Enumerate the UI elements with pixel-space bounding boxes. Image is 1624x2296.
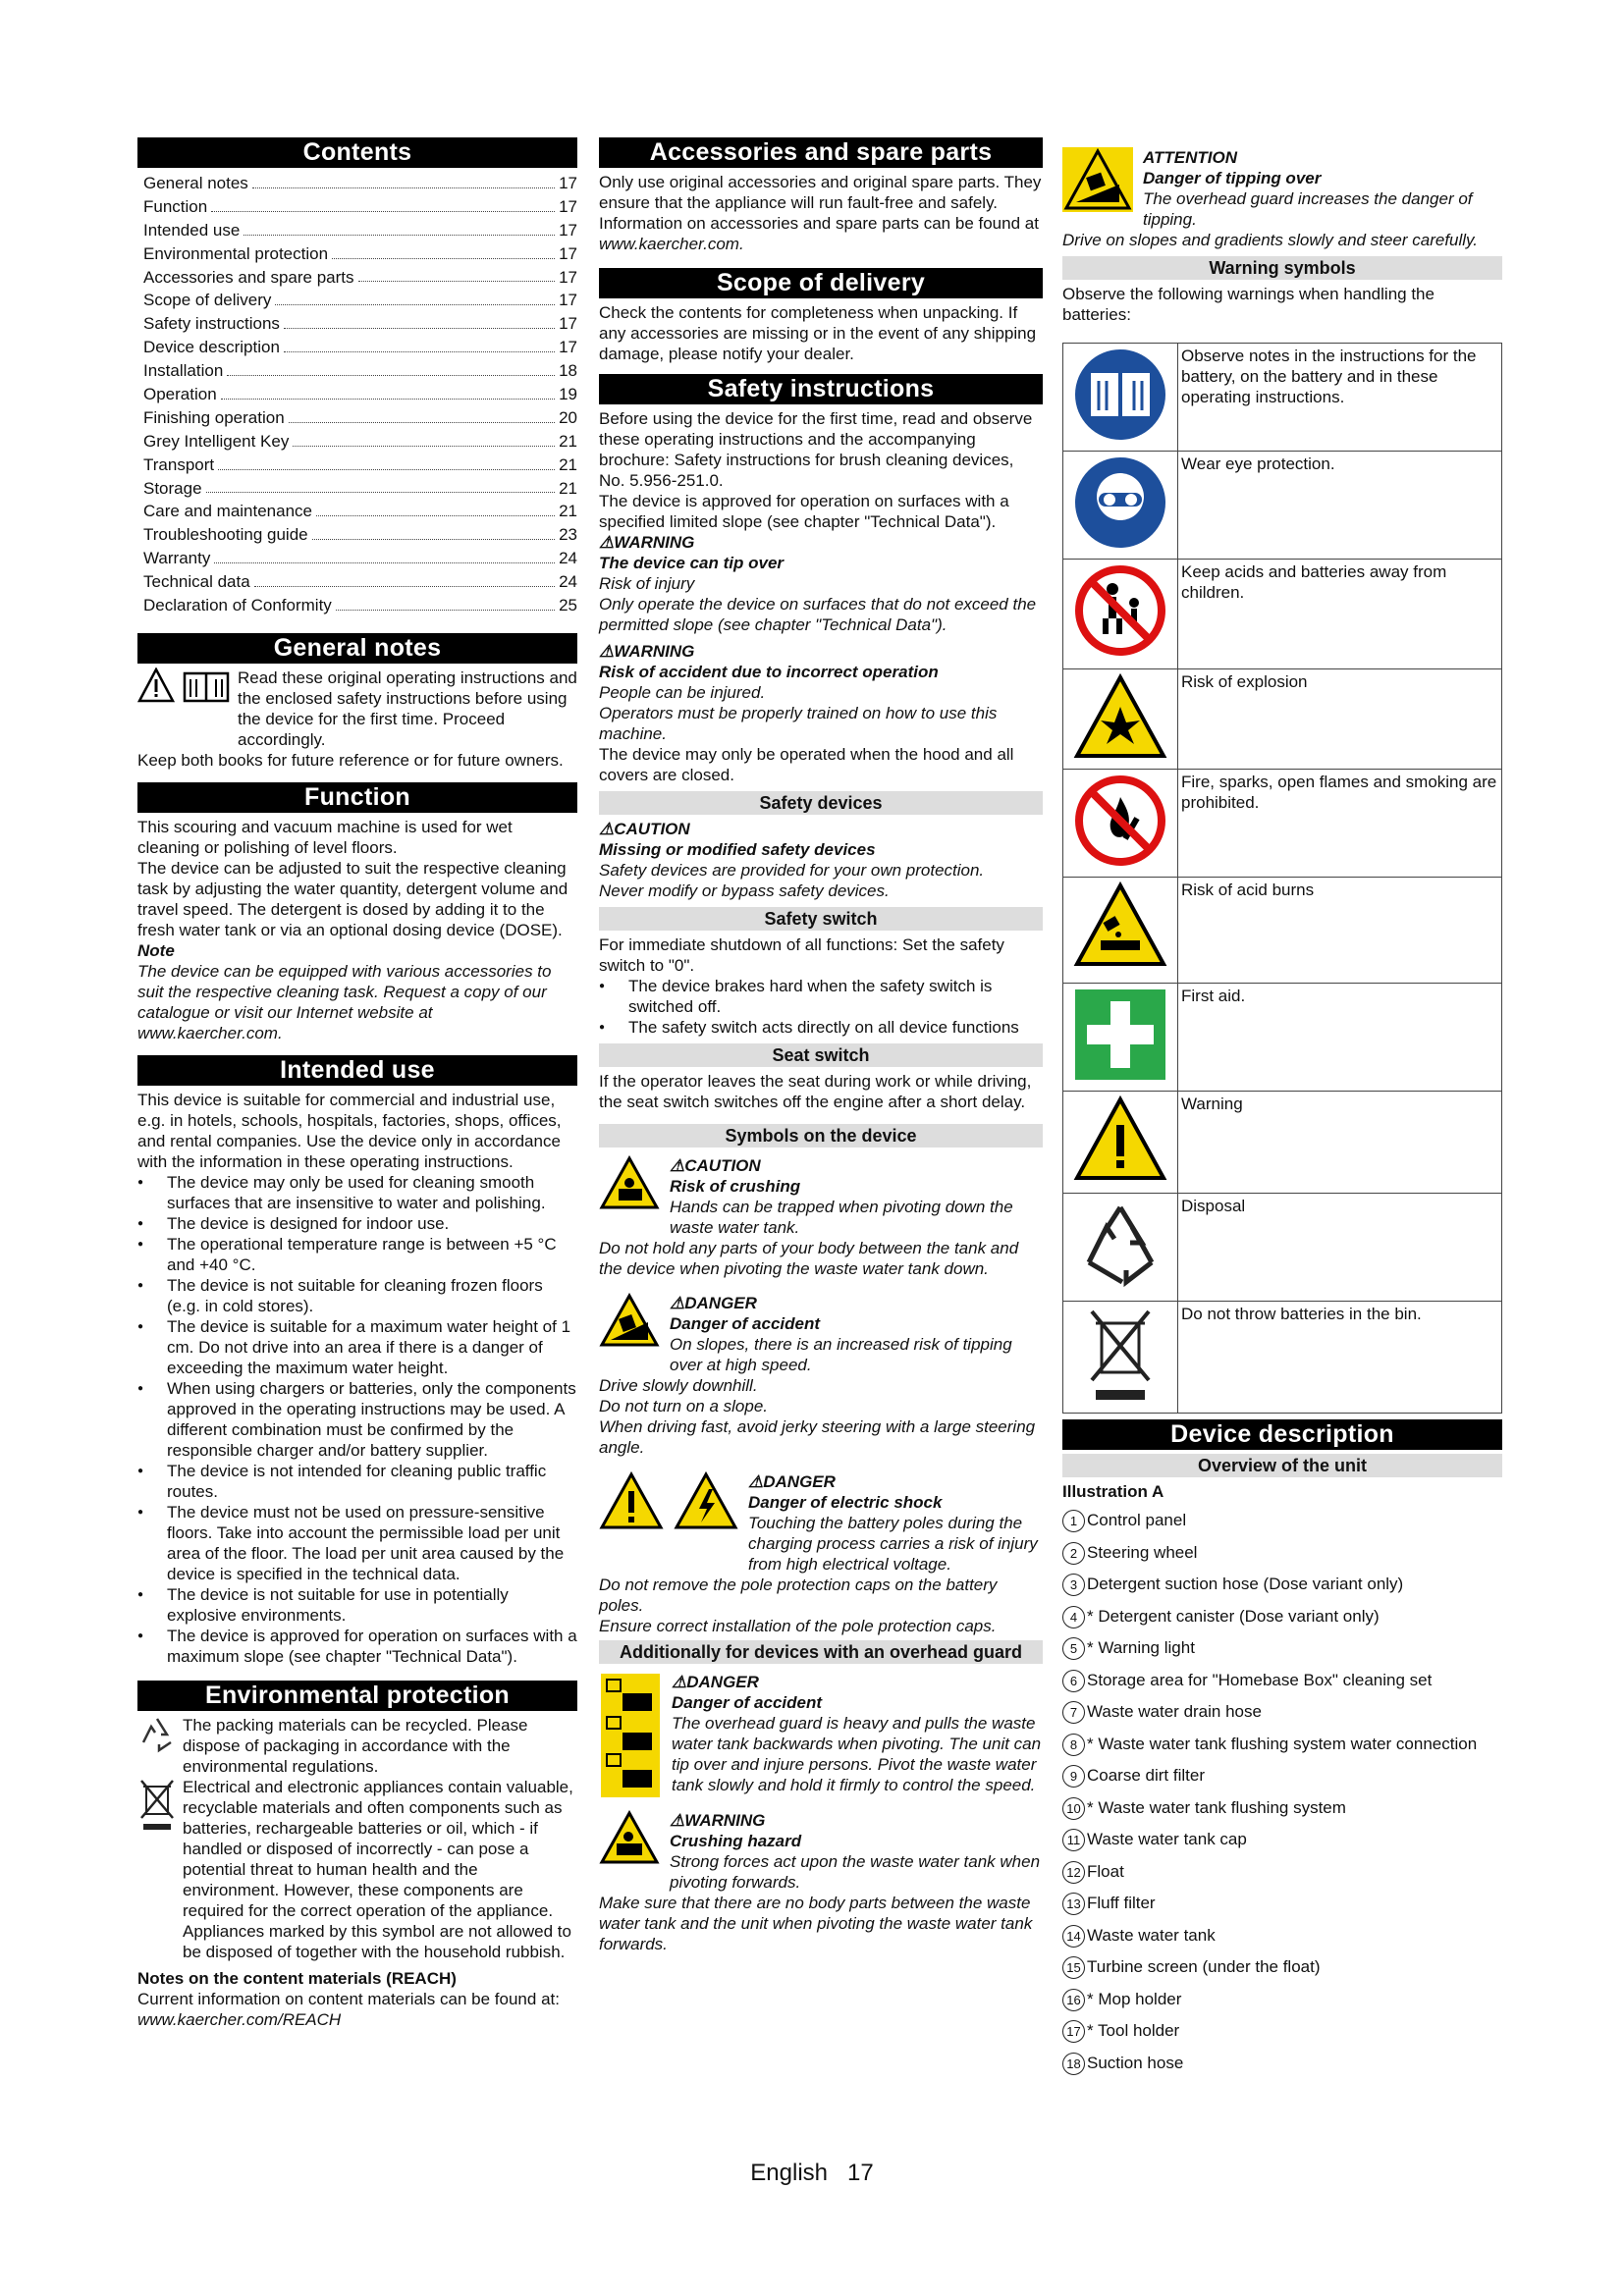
toc-label: Finishing operation xyxy=(143,407,285,427)
list-item: ● The device must not be used on pressure-sensitive floors. Take into account the permissible load per unit area of the floor. The load per unit area caused by the device is specified in the technical data. xyxy=(137,1502,577,1584)
part-item xyxy=(1062,1861,1502,1894)
warning-symbol-text: Keep acids and batteries away from children. xyxy=(1178,560,1502,669)
part-label: Detergent suction hose (Dose variant only) xyxy=(1087,1575,1404,1593)
device-description-heading: Device description xyxy=(1062,1419,1502,1450)
safety-text-3: The device may only be operated when the hood and all covers are closed. xyxy=(599,745,1014,784)
symbol-crushing-hazard xyxy=(599,1810,1043,1893)
safety-switch-text: For immediate shutdown of all functions: Set the safety switch to "0". xyxy=(599,935,1004,975)
toc-label: Declaration of Conformity xyxy=(143,596,332,615)
toc-page: 21 xyxy=(559,478,577,498)
general-notes-text-2: Keep both books for future reference or for future owners. xyxy=(137,750,564,770)
toc-leader xyxy=(211,195,555,212)
page-footer xyxy=(0,2160,1624,2187)
toc xyxy=(137,172,577,623)
scope-heading: Scope of delivery xyxy=(599,268,1043,298)
part-item xyxy=(1062,1765,1502,1797)
part-number-badge: 14 xyxy=(1062,1925,1085,1948)
list-item: ● The device is not suitable for cleaning frozen floors (e.g. in cold stores). xyxy=(137,1275,577,1316)
footer-language: English xyxy=(750,2160,828,2186)
toc-label: Grey Intelligent Key xyxy=(143,431,290,451)
function-text-2: The device can be adjusted to suit the respective cleaning task by adjusting the water quantity, detergent volume and travel speed. The detergent is dosed by adding it to the fresh water tank or via an optional dosing device (DOSE). xyxy=(137,858,568,939)
safety-text-2: The device is approved for operation on surfaces with a specified limited slope (see chapter "Technical Data"). xyxy=(599,492,1009,531)
attention-text: The overhead guard increases the danger of tipping. xyxy=(1143,189,1473,229)
toc-label: Transport xyxy=(143,454,215,474)
warning-symbol-text: Observe notes in the instructions for the battery, on the battery and in these operating instructions. xyxy=(1178,344,1502,452)
symbol-text: Hands can be trapped when pivoting down the waste water tank. xyxy=(670,1198,1013,1237)
column-2 xyxy=(599,137,1043,1954)
attention-instruction: Drive on slopes and gradients slowly and steer carefully. xyxy=(1062,231,1479,249)
keep-children-away-icon xyxy=(1073,643,1167,662)
toc-entry[interactable] xyxy=(143,336,577,359)
reach-link[interactable]: www.kaercher.com/REACH xyxy=(137,2009,342,2029)
part-label: Float xyxy=(1087,1861,1124,1881)
toc-page: 21 xyxy=(559,431,577,451)
table-row xyxy=(1063,984,1502,1092)
accessories-text-1: Only use original accessories and original spare parts. They ensure that the appliance will run fault-free and safely. xyxy=(599,173,1042,212)
general-notes-text: Read these original operating instructions and the enclosed safety instructions before using the device for the first time. Proceed accordingly. xyxy=(238,667,577,749)
symbol-instruction: Do not remove the pole protection caps on the battery poles. xyxy=(599,1575,998,1615)
toc-page: 17 xyxy=(559,220,577,240)
accessories-text-2: Information on accessories and spare parts can be found at www.kaercher.com. xyxy=(599,214,1039,253)
overview-heading: Overview of the unit xyxy=(1062,1454,1502,1477)
toc-label: Environmental protection xyxy=(143,243,329,263)
toc-page: 17 xyxy=(559,314,577,334)
part-number-badge: 2 xyxy=(1062,1542,1085,1565)
list-item: ● The device is not intended for cleaning public traffic routes. xyxy=(137,1461,577,1502)
manual-icon xyxy=(183,667,230,708)
toc-entry[interactable] xyxy=(143,289,577,312)
function-heading: Function xyxy=(137,782,577,813)
part-number-badge: 8 xyxy=(1062,1734,1085,1756)
seat-switch-text: If the operator leaves the seat during work or while driving, the seat switch switches off the engine after a short delay. xyxy=(599,1072,1032,1111)
part-item xyxy=(1062,1701,1502,1734)
warning-title-2: Risk of accident due to incorrect operation xyxy=(599,663,939,681)
toc-leader xyxy=(221,383,555,400)
symbol-text: Strong forces act upon the waste water tank when pivoting forwards. xyxy=(670,1852,1041,1892)
table-row xyxy=(1063,452,1502,560)
warning-title: The device can tip over xyxy=(599,554,785,572)
symbol-title: Crushing hazard xyxy=(670,1832,802,1850)
list-item: ● The device may only be used for cleaning smooth surfaces that are insensitive to water and polishing. xyxy=(137,1172,577,1213)
contents-heading: Contents xyxy=(137,137,577,168)
seat-switch-heading: Seat switch xyxy=(599,1043,1043,1067)
safety-heading: Safety instructions xyxy=(599,374,1043,404)
warning-label-2: ⚠WARNING xyxy=(599,642,695,661)
symbol-tipping xyxy=(599,1293,1043,1375)
part-item xyxy=(1062,1893,1502,1925)
symbols-heading: Symbols on the device xyxy=(599,1124,1043,1148)
part-label: * Waste water tank flushing system xyxy=(1087,1797,1346,1817)
manual-icon xyxy=(1073,427,1167,446)
toc-entry[interactable] xyxy=(143,500,577,523)
part-number-badge: 1 xyxy=(1062,1510,1085,1532)
toc-leader xyxy=(316,500,555,516)
warning-text: Only operate the device on surfaces that do not exceed the permitted slope (see chapter "Technical Data"). xyxy=(599,595,1037,634)
toc-label: Care and maintenance xyxy=(143,502,313,521)
toc-entry[interactable] xyxy=(143,430,577,454)
warning-symbols-intro: Observe the following warnings when handling the batteries: xyxy=(1062,285,1435,324)
symbol-title: Danger of electric shock xyxy=(748,1493,943,1512)
toc-label: Storage xyxy=(143,478,202,498)
symbol-title: Danger of accident xyxy=(672,1693,823,1712)
part-number-badge: 16 xyxy=(1062,1989,1085,2011)
electric-shock-icon xyxy=(674,1471,738,1575)
toc-leader xyxy=(244,219,555,236)
warning-symbols-heading: Warning symbols xyxy=(1062,256,1502,280)
page-number: 17 xyxy=(847,2160,874,2186)
overhead-guard-icon xyxy=(599,1672,662,1804)
toc-entry[interactable] xyxy=(143,406,577,430)
symbol-label: ⚠WARNING xyxy=(670,1811,766,1830)
toc-page: 25 xyxy=(559,596,577,615)
warning-symbol-text: Risk of acid burns xyxy=(1178,878,1502,984)
general-notes-heading: General notes xyxy=(137,633,577,664)
symbol-instruction: Ensure correct installation of the pole protection caps. xyxy=(599,1617,997,1635)
part-item xyxy=(1062,1956,1502,1989)
column-3 xyxy=(1062,137,1502,2084)
explosion-icon xyxy=(1073,745,1167,764)
table-row xyxy=(1063,878,1502,984)
toc-entry[interactable] xyxy=(143,383,577,406)
symbol-electric xyxy=(599,1471,1043,1575)
symbol-text: Touching the battery poles during the charging process carries a risk of injury from high electrical voltage. xyxy=(748,1514,1038,1574)
toc-entry[interactable] xyxy=(143,547,577,570)
part-number-badge: 7 xyxy=(1062,1701,1085,1724)
table-row xyxy=(1063,560,1502,669)
symbol-instruction: Make sure that there are no body parts between the waste water tank and the unit when pivoting the waste water tank forwards. xyxy=(599,1894,1033,1953)
symbol-label: ⚠CAUTION xyxy=(670,1156,761,1175)
list-item: ● The operational temperature range is between +5 °C and +40 °C. xyxy=(137,1234,577,1275)
column-1 xyxy=(137,137,577,2030)
part-item xyxy=(1062,2053,1502,2085)
part-label: Coarse dirt filter xyxy=(1087,1766,1205,1785)
part-number-badge: 12 xyxy=(1062,1861,1085,1884)
caution-label: ⚠CAUTION xyxy=(599,820,690,838)
part-label: Control panel xyxy=(1087,1511,1187,1529)
part-item xyxy=(1062,1989,1502,2021)
table-row xyxy=(1063,1092,1502,1194)
intended-use-heading: Intended use xyxy=(137,1055,577,1086)
eye-protection-icon xyxy=(1073,535,1167,554)
list-item: ● The device is approved for operation on surfaces with a maximum slope (see chapter "Technical Data"). xyxy=(137,1626,577,1667)
symbol-label: ⚠DANGER xyxy=(670,1294,757,1312)
symbol-title: Danger of accident xyxy=(670,1314,821,1333)
toc-page: 18 xyxy=(559,361,577,381)
toc-label: Installation xyxy=(143,361,224,381)
part-label: Waste water tank cap xyxy=(1087,1830,1247,1848)
toc-page: 20 xyxy=(559,407,577,427)
environmental-text-2: Electrical and electronic appliances contain valuable, recyclable materials and often components such as batteries, rechargeable batteries or oil, which - if handled or disposed of incorrectly - can pose a potential threat to human health and the environment. However, these components are required for the correct operation of the appliance. Appliances marked by this symbol are not allowed to be disposed of together with the household rubbish. xyxy=(183,1777,573,1961)
caution-text-1: Safety devices are provided for your own protection. xyxy=(599,861,985,880)
toc-entry[interactable] xyxy=(143,172,577,195)
symbol-label: ⚠DANGER xyxy=(672,1673,759,1691)
function-text-1: This scouring and vacuum machine is used for wet cleaning or polishing of level floors. xyxy=(137,817,513,857)
toc-leader xyxy=(332,242,555,259)
crushing-warning-icon xyxy=(599,1155,660,1238)
warning-symbol-text: Wear eye protection. xyxy=(1178,452,1502,560)
accessories-link[interactable]: www.kaercher.com. xyxy=(599,235,744,253)
part-label: Waste water drain hose xyxy=(1087,1702,1262,1721)
list-item: ● The device is not suitable for use in potentially explosive environments. xyxy=(137,1584,577,1626)
toc-label: Safety instructions xyxy=(143,314,280,334)
scope-text: Check the contents for completeness when unpacking. If any accessories are missing or in the event of any shipping damage, please notify your dealer. xyxy=(599,303,1037,363)
crushing-hazard-icon xyxy=(599,1810,660,1893)
table-row xyxy=(1063,669,1502,770)
list-item: ● The device is suitable for a maximum water height of 1 cm. Do not drive into an area if there is a danger of exceeding the maximum water height. xyxy=(137,1316,577,1378)
toc-leader xyxy=(284,336,555,352)
symbol-title: Risk of crushing xyxy=(670,1177,801,1196)
toc-leader xyxy=(312,523,555,540)
toc-entry[interactable] xyxy=(143,266,577,290)
caution-text-2: Never modify or bypass safety devices. xyxy=(599,881,890,900)
note-text: The device can be equipped with various accessories to suit the respective cleaning task. Request a copy of our catalogue or visit our Internet website at www.kaercher.com. xyxy=(137,961,552,1042)
toc-leader xyxy=(214,547,555,563)
part-label: Fluff filter xyxy=(1087,1894,1156,1912)
toc-entry[interactable] xyxy=(143,477,577,501)
toc-entry[interactable] xyxy=(143,594,577,617)
accessories-heading: Accessories and spare parts xyxy=(599,137,1043,168)
part-item xyxy=(1062,1829,1502,1861)
warning-risk: Risk of injury xyxy=(599,574,695,593)
part-item xyxy=(1062,1734,1502,1766)
caution-title: Missing or modified safety devices xyxy=(599,840,876,859)
toc-page: 17 xyxy=(559,243,577,263)
part-number-badge: 9 xyxy=(1062,1765,1085,1788)
toc-page: 17 xyxy=(559,174,577,192)
toc-entry[interactable] xyxy=(143,359,577,383)
note-label: Note xyxy=(137,940,175,960)
toc-page: 21 xyxy=(559,502,577,521)
attention-block xyxy=(1062,147,1502,230)
part-item xyxy=(1062,2020,1502,2053)
symbol-text: The overhead guard is heavy and pulls the waste water tank backwards when pivoting. The unit can tip over and injure persons. Pivot the waste water tank slowly and hold it firmly to control the speed. xyxy=(672,1714,1042,1794)
part-number-badge: 18 xyxy=(1062,2053,1085,2075)
toc-leader xyxy=(254,570,555,587)
part-item xyxy=(1062,1574,1502,1606)
part-label: * Warning light xyxy=(1087,1638,1195,1657)
toc-page: 17 xyxy=(559,291,577,310)
symbol-crushing xyxy=(599,1155,1043,1238)
tipping-over-icon xyxy=(1062,147,1133,230)
toc-page: 19 xyxy=(559,385,577,404)
toc-page: 17 xyxy=(559,196,577,216)
toc-label: Intended use xyxy=(143,220,241,240)
toc-leader xyxy=(218,454,555,470)
toc-entry[interactable] xyxy=(143,312,577,336)
symbol-instruction: Do not turn on a slope. xyxy=(599,1397,769,1415)
general-warning-icon xyxy=(599,1471,664,1575)
warning-symbol-text: Fire, sparks, open flames and smoking are prohibited. xyxy=(1178,770,1502,878)
part-item xyxy=(1062,1606,1502,1638)
toc-page: 17 xyxy=(559,267,577,287)
part-item xyxy=(1062,1542,1502,1575)
table-row xyxy=(1063,1194,1502,1302)
recycle-icon xyxy=(137,1715,177,1777)
part-number-badge: 17 xyxy=(1062,2020,1085,2043)
toc-label: Scope of delivery xyxy=(143,291,272,310)
symbol-instruction: When driving fast, avoid jerky steering with a large steering angle. xyxy=(599,1417,1036,1457)
symbol-label: ⚠DANGER xyxy=(748,1472,836,1491)
table-row xyxy=(1063,344,1502,452)
environmental-heading: Environmental protection xyxy=(137,1681,577,1711)
toc-label: Accessories and spare parts xyxy=(143,267,354,287)
safety-devices-heading: Safety devices xyxy=(599,791,1043,815)
intended-use-list xyxy=(137,1172,577,1667)
attention-label: ATTENTION xyxy=(1143,148,1238,167)
environmental-text-1: The packing materials can be recycled. Please dispose of packaging in accordance with the environmental regulations. xyxy=(183,1715,528,1776)
toc-leader xyxy=(227,359,555,376)
part-number-badge: 5 xyxy=(1062,1637,1085,1660)
warning-risk-2: People can be injured. xyxy=(599,683,766,702)
warning-symbol-text: Warning xyxy=(1178,1092,1502,1194)
toc-page: 24 xyxy=(559,549,577,568)
warning-label: ⚠WARNING xyxy=(599,533,695,552)
part-label: * Waste water tank flushing system water connection xyxy=(1087,1734,1478,1753)
warning-symbol-text: First aid. xyxy=(1178,984,1502,1092)
toc-page: 21 xyxy=(559,454,577,474)
part-label: Waste water tank xyxy=(1087,1925,1216,1945)
first-aid-icon xyxy=(1073,1067,1167,1086)
toc-label: Warranty xyxy=(143,549,211,568)
intended-use-text: This device is suitable for commercial and industrial use, e.g. in hotels, schools, hospitals, factories, shops, offices, and rental companies. Use the device only in accordance with the information in these operating instructions. xyxy=(137,1090,562,1171)
part-number-badge: 3 xyxy=(1062,1574,1085,1596)
part-number-badge: 15 xyxy=(1062,1956,1085,1979)
toc-label: General notes xyxy=(143,174,248,192)
warning-symbol-text: Risk of explosion xyxy=(1178,669,1502,770)
toc-leader xyxy=(284,312,555,329)
list-item: ● The device is designed for indoor use. xyxy=(137,1213,577,1234)
toc-page: 23 xyxy=(559,525,577,545)
toc-leader xyxy=(336,594,555,611)
toc-entry[interactable] xyxy=(143,570,577,594)
part-number-badge: 10 xyxy=(1062,1797,1085,1820)
toc-leader xyxy=(252,172,555,188)
toc-label: Device description xyxy=(143,338,280,357)
part-number-badge: 6 xyxy=(1062,1670,1085,1692)
list-item: ● When using chargers or batteries, only the components approved in the operating instructions may be used. A different combination must be confirmed by the responsible charger and/or battery supplier. xyxy=(137,1378,577,1461)
part-label: Steering wheel xyxy=(1087,1542,1198,1562)
toc-label: Operation xyxy=(143,385,217,404)
warning-text-2: Operators must be properly trained on how to use this machine. xyxy=(599,704,998,743)
part-item xyxy=(1062,1670,1502,1702)
toc-entry[interactable] xyxy=(143,242,577,266)
part-label: Suction hose xyxy=(1087,2053,1184,2072)
acid-burn-icon xyxy=(1073,953,1167,972)
part-item xyxy=(1062,1925,1502,1957)
part-number-badge: 13 xyxy=(1062,1893,1085,1915)
part-item xyxy=(1062,1637,1502,1670)
parts-list xyxy=(1062,1510,1502,2084)
tipping-warning-icon xyxy=(599,1293,660,1375)
part-item xyxy=(1062,1510,1502,1542)
toc-entry[interactable] xyxy=(143,454,577,477)
toc-label: Technical data xyxy=(143,572,250,592)
toc-entry[interactable] xyxy=(143,195,577,219)
part-label: Turbine screen (under the float) xyxy=(1087,1957,1321,1976)
part-number-badge: 11 xyxy=(1062,1829,1085,1851)
crossed-bin-icon xyxy=(137,1777,177,1962)
crossed-bin-icon xyxy=(1086,1389,1155,1408)
toc-label: Function xyxy=(143,196,208,216)
toc-leader xyxy=(358,266,556,283)
warning-icon xyxy=(1073,1167,1167,1186)
part-item xyxy=(1062,1797,1502,1830)
part-label: * Detergent canister (Dose variant only) xyxy=(1087,1606,1380,1626)
symbol-overhead xyxy=(599,1672,1043,1804)
toc-leader xyxy=(289,406,555,423)
warning-symbol-text: Disposal xyxy=(1178,1194,1502,1302)
no-fire-icon xyxy=(1073,853,1167,872)
warning-triangle-icon xyxy=(137,667,175,708)
toc-entry[interactable] xyxy=(143,523,577,547)
toc-page: 24 xyxy=(559,572,577,592)
reach-label: Notes on the content materials (REACH) xyxy=(137,1968,457,1988)
list-item: ● The safety switch acts directly on all device functions xyxy=(599,1017,1043,1038)
toc-leader xyxy=(206,477,556,494)
table-row xyxy=(1063,770,1502,878)
illustration-label: Illustration A xyxy=(1062,1482,1164,1501)
part-number-badge: 4 xyxy=(1062,1606,1085,1629)
symbol-text: On slopes, there is an increased risk of tipping over at high speed. xyxy=(670,1335,1012,1374)
part-label: * Mop holder xyxy=(1087,1989,1182,2008)
toc-entry[interactable] xyxy=(143,219,577,242)
warning-symbols-table xyxy=(1062,343,1502,1414)
part-label: Storage area for "Homebase Box" cleaning set xyxy=(1087,1670,1433,1689)
symbol-instruction: Drive slowly downhill. xyxy=(599,1376,758,1395)
toc-leader xyxy=(293,430,555,447)
toc-leader xyxy=(275,289,555,305)
toc-page: 17 xyxy=(559,338,577,357)
list-item: ● The device brakes hard when the safety switch is switched off. xyxy=(599,976,1043,1017)
warning-symbol-text: Do not throw batteries in the bin. xyxy=(1178,1302,1502,1414)
recycle-icon xyxy=(1073,1277,1167,1296)
reach-text: Current information on content materials can be found at: www.kaercher.com/REACH xyxy=(137,1989,560,2029)
table-row xyxy=(1063,1302,1502,1414)
safety-text-1: Before using the device for the first time, read and observe these operating instructions and the accompanying brochure: Safety instructions for brush cleaning devices, No. 5.956-251.0. xyxy=(599,409,1033,490)
part-label: * Tool holder xyxy=(1087,2021,1180,2040)
attention-title: Danger of tipping over xyxy=(1143,169,1322,187)
symbol-instruction: Do not hold any parts of your body between the tank and the device when pivoting the waste water tank down. xyxy=(599,1239,1019,1278)
safety-switch-heading: Safety switch xyxy=(599,907,1043,931)
overhead-guard-heading: Additionally for devices with an overhead guard xyxy=(599,1640,1043,1664)
safety-switch-list xyxy=(599,976,1043,1038)
toc-label: Troubleshooting guide xyxy=(143,525,308,545)
